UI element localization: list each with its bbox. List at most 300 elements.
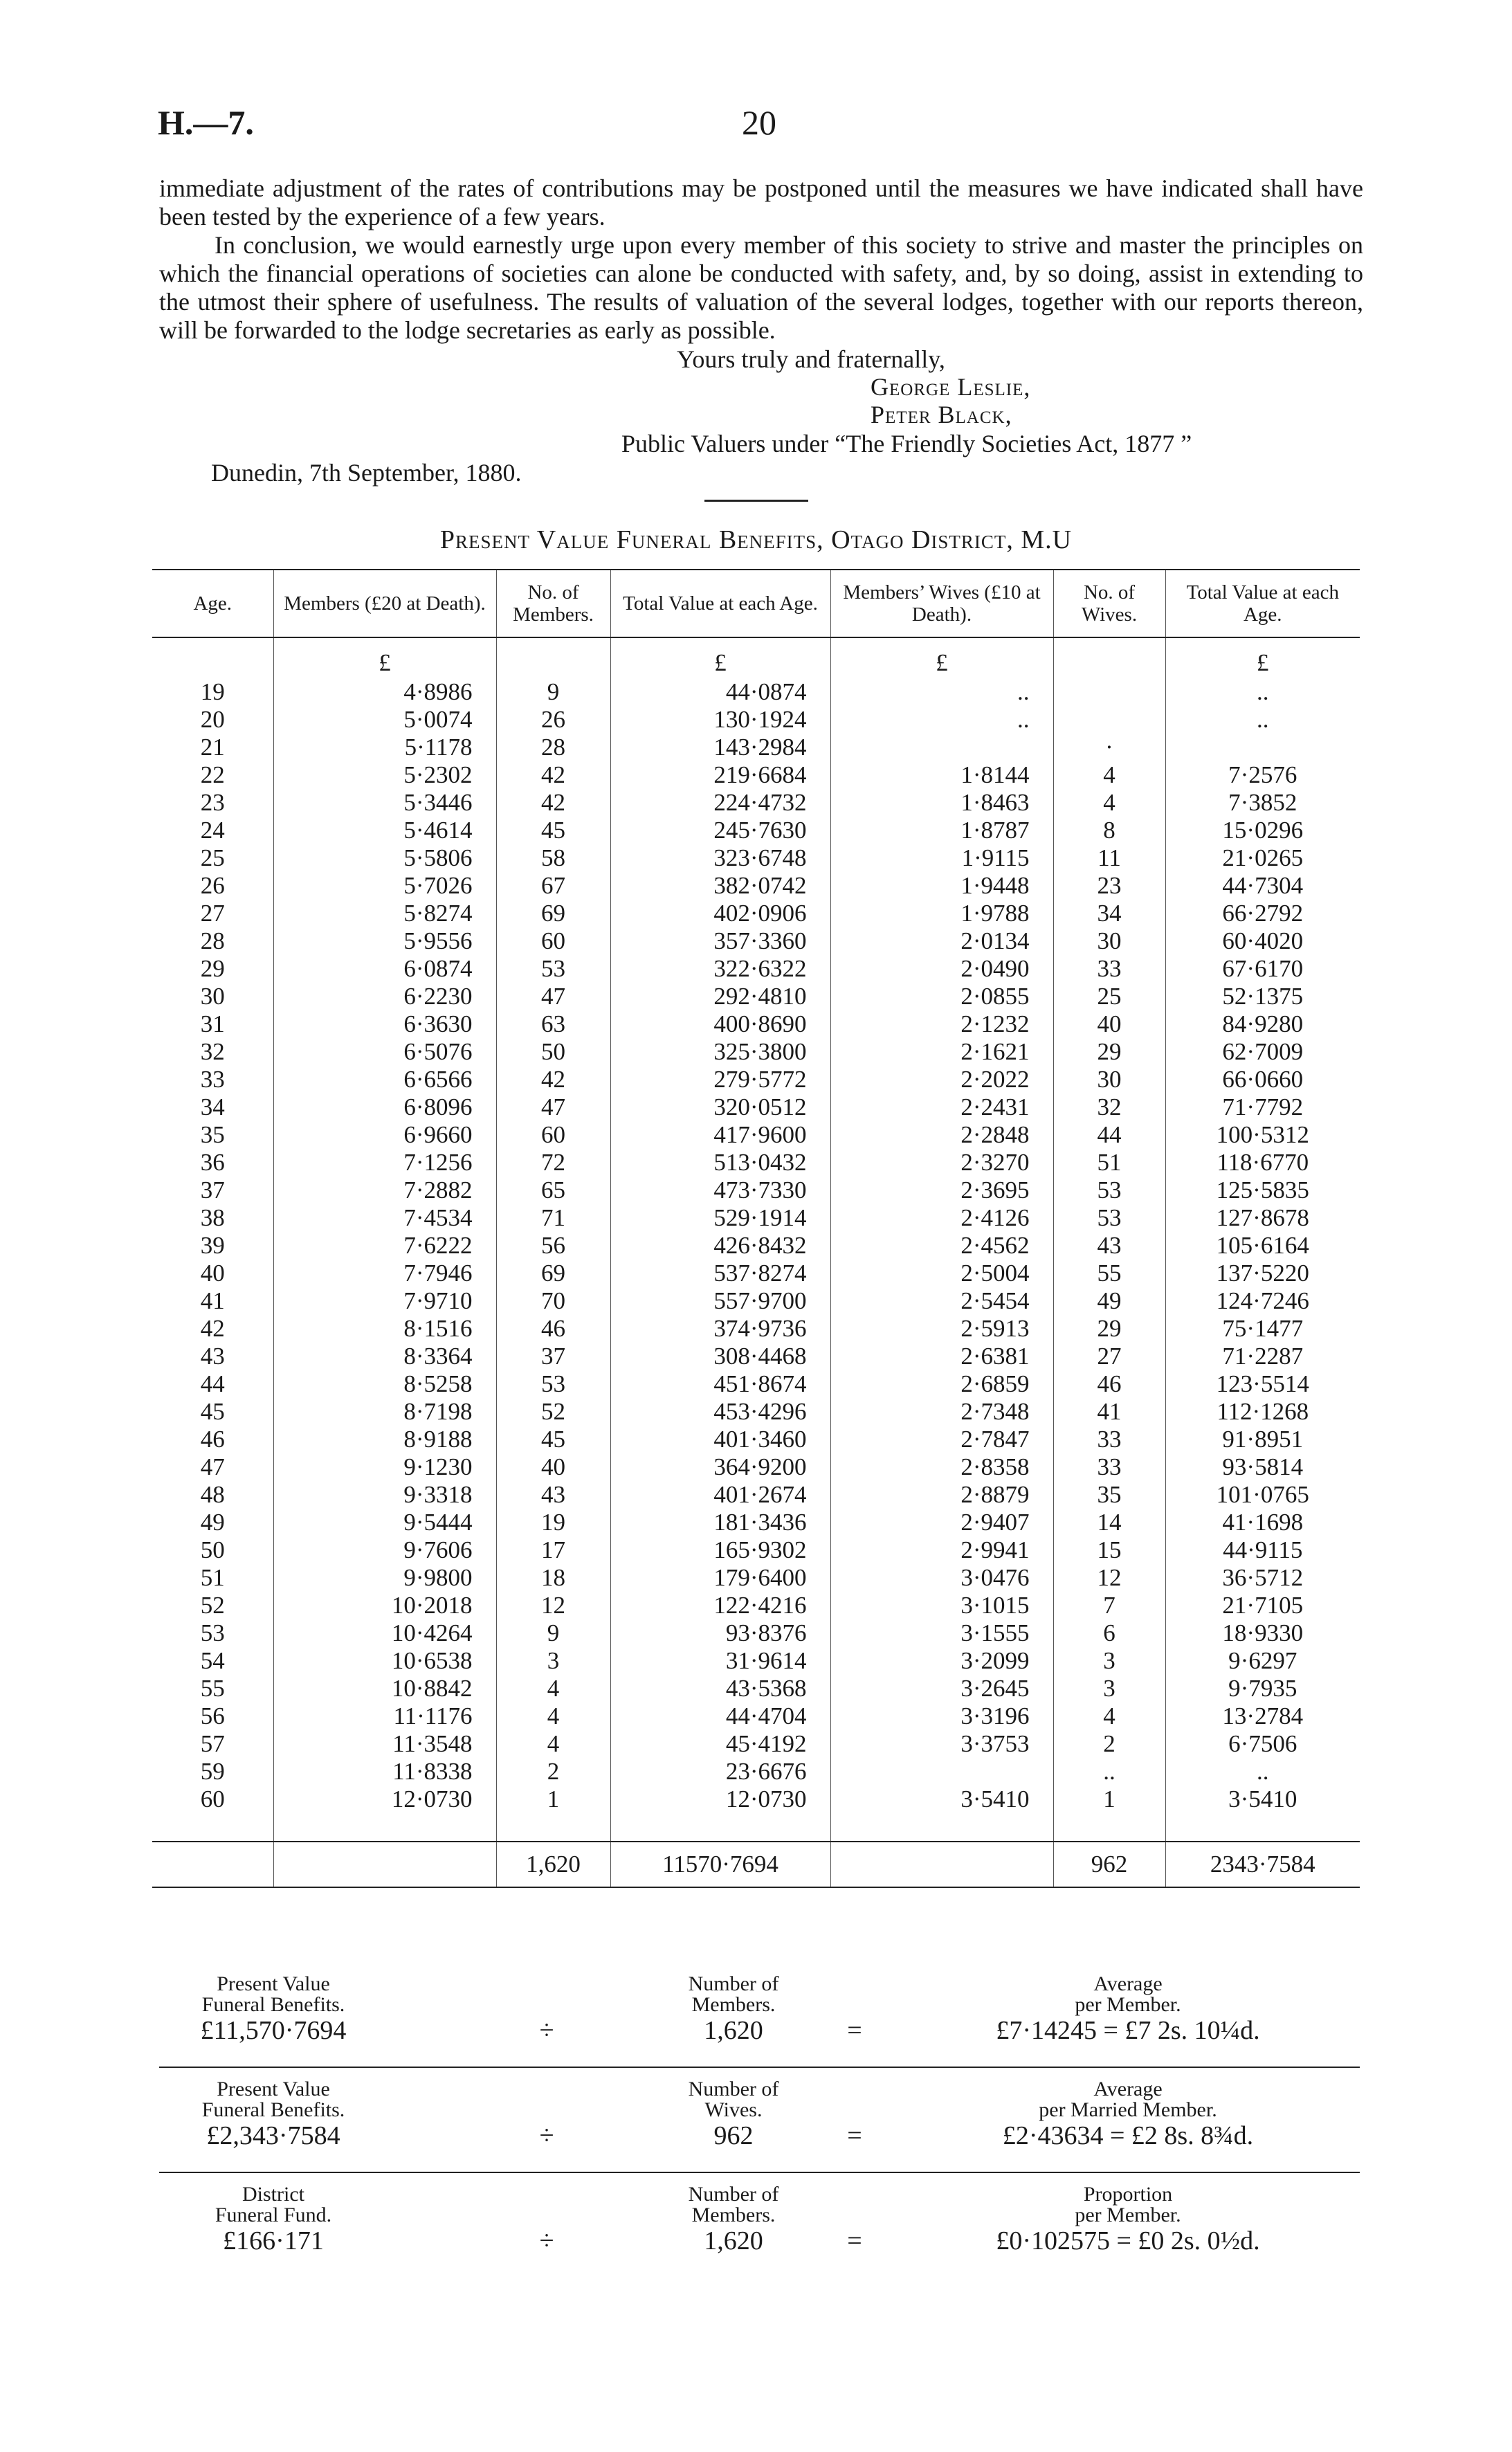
table-cell: 40 [1053, 1010, 1165, 1038]
table-cell: 70 [496, 1287, 610, 1315]
table-row [152, 789, 1360, 817]
table-cell: 15 [1053, 1536, 1165, 1564]
summary-right-value: £2·43634 = £2 8s. 8¾d. [1002, 2121, 1254, 2150]
table-cell: 31·9614 [610, 1647, 830, 1675]
table-cell: 9 [496, 678, 610, 706]
table-cell: 357·3360 [610, 927, 830, 955]
table-cell: 101·0765 [1165, 1481, 1360, 1509]
summary-mid-label-1: Number of [688, 1972, 779, 1995]
table-row [152, 706, 1360, 734]
table-row [152, 734, 1360, 761]
table-cell: 41·1698 [1165, 1509, 1360, 1536]
table-cell: 4 [496, 1730, 610, 1758]
table-cell: 43·5368 [610, 1675, 830, 1702]
table-cell: 34 [1053, 900, 1165, 927]
table-cell: 30 [1053, 1066, 1165, 1093]
paragraph-1: immediate adjustment of the rates of contributions may be postponed until the measures we have indicated shall have been tested by the experience of a few years. [159, 174, 1363, 230]
currency-cell: £ [830, 637, 1053, 678]
table-cell: 46 [496, 1315, 610, 1343]
summary-right-label-2: per Member. [1075, 2204, 1181, 2226]
table-cell: 36·5712 [1165, 1564, 1360, 1592]
table-cell: 29 [200, 955, 225, 982]
table-cell: .. [1053, 1758, 1165, 1786]
table-cell: 382·0742 [610, 872, 830, 900]
table-cell: 40 [200, 1260, 225, 1287]
table-cell: 41 [200, 1287, 225, 1314]
table-row [152, 844, 1360, 872]
table-cell: 9·7606 [273, 1536, 496, 1564]
table-row [152, 1149, 1360, 1177]
table-cell: 69 [496, 900, 610, 927]
table-cell: 279·5772 [610, 1066, 830, 1093]
table-cell: 71·2287 [1165, 1343, 1360, 1370]
total-cell [152, 1842, 273, 1887]
funeral-benefits-table [152, 569, 1360, 1888]
table-cell: 9·7935 [1165, 1675, 1360, 1702]
table-cell: 2·0490 [830, 955, 1053, 983]
table-cell: 47 [200, 1453, 225, 1480]
table-cell: 43 [200, 1343, 225, 1370]
table-row [152, 1730, 1360, 1758]
total-cell: 1,620 [496, 1842, 610, 1887]
table-row [152, 1370, 1360, 1398]
spacer-cell [1053, 1813, 1165, 1842]
table-cell: 374·9736 [610, 1315, 830, 1343]
signatory-george-leslie: George Leslie, [871, 373, 1031, 401]
table-cell: 59 [200, 1758, 225, 1785]
table-cell: 557·9700 [610, 1287, 830, 1315]
table-cell: 42 [496, 761, 610, 789]
table-cell: 35 [1053, 1481, 1165, 1509]
table-cell: 2·6381 [830, 1343, 1053, 1370]
table-row [152, 1675, 1360, 1702]
table-cell: 49 [1053, 1287, 1165, 1315]
summary-right-value: £0·102575 = £0 2s. 0½d. [996, 2226, 1260, 2255]
table-cell: 34 [200, 1093, 225, 1120]
table-row [152, 983, 1360, 1010]
currency-cell [496, 637, 610, 678]
table-cell: 2·0134 [830, 927, 1053, 955]
col-members-value: Members (£20 at Death). [273, 570, 496, 637]
table-cell: 9 [496, 1619, 610, 1647]
spacer-cell [1165, 1813, 1360, 1842]
table-cell [1165, 734, 1360, 761]
table-cell: 21·0265 [1165, 844, 1360, 872]
table-cell: 11·8338 [273, 1758, 496, 1786]
table-cell: 6·5076 [273, 1038, 496, 1066]
table-row [152, 1564, 1360, 1592]
table-cell: 39 [200, 1232, 225, 1259]
table-cell: 1 [1053, 1786, 1165, 1813]
table-cell: 60·4020 [1165, 927, 1360, 955]
table-cell: 14 [1053, 1509, 1165, 1536]
table-cell: 1·9788 [830, 900, 1053, 927]
table-row [152, 1647, 1360, 1675]
paragraph-2: In conclusion, we would earnestly urge upon every member of this society to strive and master the principles on which the financial operations of societies can alone be conducted with safety, and, by so doing, assist in extending to the utmost their sphere of usefulness. The results of valuation of the several lodges, together with our reports thereon, will be forwarded to the lodge secretaries as early as possible. [159, 231, 1363, 344]
table-cell: 9·5444 [273, 1509, 496, 1536]
table-cell: 47 [496, 1093, 610, 1121]
table-cell: 127·8678 [1165, 1204, 1360, 1232]
table-cell: 2·3695 [830, 1177, 1053, 1204]
table-cell: 3·3753 [830, 1730, 1053, 1758]
table-row [152, 761, 1360, 789]
table-cell: 11·1176 [273, 1702, 496, 1730]
table-cell: 33 [200, 1066, 225, 1093]
summary-equals-sign: = [847, 2121, 862, 2150]
table-cell: 30 [1053, 927, 1165, 955]
salutation: Yours truly and fraternally, [677, 345, 945, 373]
table-cell: 2·4562 [830, 1232, 1053, 1260]
table-cell: 46 [200, 1426, 225, 1453]
table-cell: 8·1516 [273, 1315, 496, 1343]
table-cell: 10·6538 [273, 1647, 496, 1675]
table-cell: 25 [200, 844, 225, 871]
table-cell: · [1053, 734, 1165, 761]
table-cell: 72 [496, 1149, 610, 1177]
table-cell: 124·7246 [1165, 1287, 1360, 1315]
table-cell: 43 [1053, 1232, 1165, 1260]
table-row [152, 1038, 1360, 1066]
currency-cell [152, 637, 273, 678]
table-cell: 7·9710 [273, 1287, 496, 1315]
table-cell: 130·1924 [610, 706, 830, 734]
table-cell: 18·9330 [1165, 1619, 1360, 1647]
table-cell: 2·0855 [830, 983, 1053, 1010]
table-cell: 44 [200, 1370, 225, 1397]
table-cell: 27 [1053, 1343, 1165, 1370]
table-row [152, 1121, 1360, 1149]
col-total-wives: Total Value at each Age. [1165, 570, 1360, 637]
table-cell: 181·3436 [610, 1509, 830, 1536]
table-cell: 23·6676 [610, 1758, 830, 1786]
table-row [152, 1619, 1360, 1647]
table-cell: 52·1375 [1165, 983, 1360, 1010]
col-no-wives: No. of Wives. [1053, 570, 1165, 637]
summary-left-value: £166·171 [223, 2226, 324, 2255]
table-cell: 529·1914 [610, 1204, 830, 1232]
table-cell: 7·3852 [1165, 789, 1360, 817]
table-cell: 137·5220 [1165, 1260, 1360, 1287]
table-cell: 13·2784 [1165, 1702, 1360, 1730]
table-cell: 451·8674 [610, 1370, 830, 1398]
table-cell: 91·8951 [1165, 1426, 1360, 1453]
summary-right-label-1: Average [1093, 1972, 1163, 1995]
table-row [152, 1232, 1360, 1260]
summary-divider [159, 2067, 1360, 2068]
table-cell: 53 [200, 1619, 225, 1646]
table-cell: 7·4534 [273, 1204, 496, 1232]
table-cell: 7·7946 [273, 1260, 496, 1287]
table-cell: 18 [496, 1564, 610, 1592]
table-cell: 6·2230 [273, 983, 496, 1010]
summary-right-label-2: per Member. [1075, 1993, 1181, 2016]
table-cell: 2 [1053, 1730, 1165, 1758]
table-cell: 26 [496, 706, 610, 734]
table-cell: 3·1015 [830, 1592, 1053, 1619]
currency-cell: £ [610, 637, 830, 678]
table-cell: 2·5913 [830, 1315, 1053, 1343]
total-cell: 962 [1053, 1842, 1165, 1887]
table-cell: 17 [496, 1536, 610, 1564]
col-age: Age. [152, 570, 273, 637]
table-cell: 2·5004 [830, 1260, 1053, 1287]
table-cell: 122·4216 [610, 1592, 830, 1619]
table-cell: 15·0296 [1165, 817, 1360, 844]
table-cell: 7·6222 [273, 1232, 496, 1260]
table-cell: 12·0730 [610, 1786, 830, 1813]
summary-left-label-1: Present Value [217, 1972, 330, 1995]
table-cell: 308·4468 [610, 1343, 830, 1370]
table-row [152, 900, 1360, 927]
table-cell: 143·2984 [610, 734, 830, 761]
table-cell: 32 [200, 1038, 225, 1065]
table-cell: 44·9115 [1165, 1536, 1360, 1564]
table-cell: 26 [200, 872, 225, 899]
table-cell: .. [1165, 678, 1360, 706]
table-cell: 50 [200, 1536, 225, 1563]
summary-left-label-1: District [242, 2183, 304, 2206]
table-cell: 27 [200, 900, 225, 927]
table-cell: 292·4810 [610, 983, 830, 1010]
summary-mid-label-1: Number of [688, 2078, 779, 2100]
table-cell [830, 734, 1053, 761]
table-cell: 8 [1053, 817, 1165, 844]
table-cell: 53 [1053, 1177, 1165, 1204]
table-cell: 12 [1053, 1564, 1165, 1592]
table-cell: 426·8432 [610, 1232, 830, 1260]
table-cell: 10·8842 [273, 1675, 496, 1702]
table-cell: 401·2674 [610, 1481, 830, 1509]
table-cell: 35 [200, 1121, 225, 1148]
table-cell: 7·1256 [273, 1149, 496, 1177]
table-row [152, 1398, 1360, 1426]
table-cell: 3·5410 [1165, 1786, 1360, 1813]
table-cell: 118·6770 [1165, 1149, 1360, 1177]
table-cell [1053, 678, 1165, 706]
table-cell: 219·6684 [610, 761, 830, 789]
summary-mid-value: 1,620 [704, 2226, 763, 2255]
table-cell: 2·2848 [830, 1121, 1053, 1149]
table-cell: 2·6859 [830, 1370, 1053, 1398]
table-cell: .. [1165, 706, 1360, 734]
table-cell: 33 [1053, 1426, 1165, 1453]
table-cell: 23 [1053, 872, 1165, 900]
table-cell: 2·1232 [830, 1010, 1053, 1038]
table-cell: 9·9800 [273, 1564, 496, 1592]
table-cell: 3·0476 [830, 1564, 1053, 1592]
spacer-cell [273, 1813, 496, 1842]
table-cell: 224·4732 [610, 789, 830, 817]
table-cell: 46 [1053, 1370, 1165, 1398]
table-cell: 24 [200, 817, 225, 844]
table-cell: 2·1621 [830, 1038, 1053, 1066]
table-cell: 8·9188 [273, 1426, 496, 1453]
table-cell: 44·4704 [610, 1702, 830, 1730]
table-cell: 29 [1053, 1315, 1165, 1343]
table-cell: 8·3364 [273, 1343, 496, 1370]
table-cell: 6 [1053, 1619, 1165, 1647]
table-cell: 84·9280 [1165, 1010, 1360, 1038]
table-cell: 11·3548 [273, 1730, 496, 1758]
table-cell: 67·6170 [1165, 955, 1360, 983]
table-cell: 8·7198 [273, 1398, 496, 1426]
table-cell: 6·3630 [273, 1010, 496, 1038]
table-cell: 54 [200, 1647, 225, 1674]
table-cell: 325·3800 [610, 1038, 830, 1066]
table-cell: 2·9407 [830, 1509, 1053, 1536]
table-cell: 2·8879 [830, 1481, 1053, 1509]
spacer-row [152, 1813, 1360, 1842]
col-total-members: Total Value at each Age. [610, 570, 830, 637]
table-cell: 32 [1053, 1093, 1165, 1121]
table-cell: 45·4192 [610, 1730, 830, 1758]
table-cell: 2·5454 [830, 1287, 1053, 1315]
table-cell: 42 [200, 1315, 225, 1342]
total-cell: 11570·7694 [610, 1842, 830, 1887]
table-row [152, 1204, 1360, 1232]
col-wives-value: Members’ Wives (£10 at Death). [830, 570, 1053, 637]
spacer-cell [830, 1813, 1053, 1842]
table-cell: 12·0730 [273, 1786, 496, 1813]
table-row [152, 1177, 1360, 1204]
table-cell: 11 [1053, 844, 1165, 872]
table-cell: 5·0074 [273, 706, 496, 734]
table-cell: 66·2792 [1165, 900, 1360, 927]
summary-mid-value: 1,620 [704, 2016, 763, 2045]
summary-left-label-1: Present Value [217, 2078, 330, 2100]
table-cell: 1·8463 [830, 789, 1053, 817]
table-cell: 5·7026 [273, 872, 496, 900]
table-cell: 473·7330 [610, 1177, 830, 1204]
table-cell: 7 [1053, 1592, 1165, 1619]
table-cell: 25 [1053, 983, 1165, 1010]
table-cell: 44·0874 [610, 678, 830, 706]
table-cell: 364·9200 [610, 1453, 830, 1481]
summary-left-value: £2,343·7584 [206, 2121, 340, 2150]
summary-mid-value: 962 [713, 2121, 754, 2150]
table-cell: 2·7348 [830, 1398, 1053, 1426]
table-cell: 105·6164 [1165, 1232, 1360, 1260]
table-cell: 165·9302 [610, 1536, 830, 1564]
summary-left-label-2: Funeral Fund. [215, 2204, 332, 2226]
table-cell: 513·0432 [610, 1149, 830, 1177]
table-cell: 453·4296 [610, 1398, 830, 1426]
table-cell: 3·2099 [830, 1647, 1053, 1675]
table-cell: 3 [1053, 1647, 1165, 1675]
table-cell: 6·9660 [273, 1121, 496, 1149]
table-cell: 6·6566 [273, 1066, 496, 1093]
table-row [152, 1315, 1360, 1343]
table-cell: 4 [1053, 1702, 1165, 1730]
table-cell: 2·9941 [830, 1536, 1053, 1564]
table-cell: 1·9115 [830, 844, 1053, 872]
table-cell: 537·8274 [610, 1260, 830, 1287]
table-cell: 320·0512 [610, 1093, 830, 1121]
table-cell: 2 [496, 1758, 610, 1786]
summary-equals-sign: = [847, 2226, 862, 2255]
table-cell: 5·8274 [273, 900, 496, 927]
table-cell: 45 [496, 817, 610, 844]
table-cell: 23 [200, 789, 225, 816]
table-row [152, 1260, 1360, 1287]
summary-right-label-2: per Married Member. [1039, 2098, 1217, 2121]
table-cell: 37 [200, 1177, 225, 1204]
table-cell: 4 [1053, 789, 1165, 817]
summary-right-value: £7·14245 = £7 2s. 10¼d. [996, 2016, 1260, 2045]
spacer-cell [496, 1813, 610, 1842]
table-cell: 20 [200, 706, 225, 733]
table-cell: 4 [496, 1702, 610, 1730]
table-cell: 49 [200, 1509, 225, 1536]
table-row [152, 1066, 1360, 1093]
table-cell: 2·2022 [830, 1066, 1053, 1093]
table-row [152, 872, 1360, 900]
table-cell: 47 [496, 983, 610, 1010]
table-cell: 123·5514 [1165, 1370, 1360, 1398]
table-cell [1053, 706, 1165, 734]
table-cell: 45 [496, 1426, 610, 1453]
table-row [152, 1481, 1360, 1509]
table-cell: 179·6400 [610, 1564, 830, 1592]
table-cell: 417·9600 [610, 1121, 830, 1149]
table-cell: 4 [1053, 761, 1165, 789]
table-cell: 29 [1053, 1038, 1165, 1066]
table-cell: 3·5410 [830, 1786, 1053, 1813]
table-cell: 19 [200, 678, 225, 705]
spacer-cell [152, 1813, 273, 1842]
table-row [152, 955, 1360, 983]
table-cell: 30 [200, 983, 225, 1010]
table-cell: 44 [1053, 1121, 1165, 1149]
table-cell: 43 [496, 1481, 610, 1509]
document-reference: H.—7. [158, 103, 254, 142]
table-cell: .. [830, 706, 1053, 734]
summary-left-label-2: Funeral Benefits. [201, 1993, 345, 2016]
table-row [152, 817, 1360, 844]
table-cell: 9·6297 [1165, 1647, 1360, 1675]
table-cell: 6·7506 [1165, 1730, 1360, 1758]
totals-row [152, 1842, 1360, 1887]
spacer-cell [610, 1813, 830, 1842]
table-cell: 53 [496, 1370, 610, 1398]
table-cell: 5·4614 [273, 817, 496, 844]
page-number: 20 [742, 103, 776, 142]
table-cell: 33 [1053, 1453, 1165, 1481]
table-cell: 65 [496, 1177, 610, 1204]
table-cell: 3 [1053, 1675, 1165, 1702]
table-cell: 41 [1053, 1398, 1165, 1426]
table-row [152, 1702, 1360, 1730]
table-row [152, 678, 1360, 706]
summary-divider [159, 2172, 1360, 2173]
table-cell: 9·3318 [273, 1481, 496, 1509]
table-cell: 2·2431 [830, 1093, 1053, 1121]
table-cell: 31 [200, 1010, 225, 1037]
summary-mid-label-2: Members. [691, 1993, 776, 2016]
table-cell: 5·2302 [273, 761, 496, 789]
table-cell: 1·8787 [830, 817, 1053, 844]
table-cell: 2·4126 [830, 1204, 1053, 1232]
table-row [152, 1453, 1360, 1481]
table-cell: 9·1230 [273, 1453, 496, 1481]
table-cell: 4 [496, 1675, 610, 1702]
table-cell: 67 [496, 872, 610, 900]
table-cell: 56 [200, 1702, 225, 1729]
table-cell: 93·5814 [1165, 1453, 1360, 1481]
table-cell: 323·6748 [610, 844, 830, 872]
table-cell: 60 [200, 1786, 225, 1813]
summary-right-label-1: Average [1093, 2078, 1163, 2100]
